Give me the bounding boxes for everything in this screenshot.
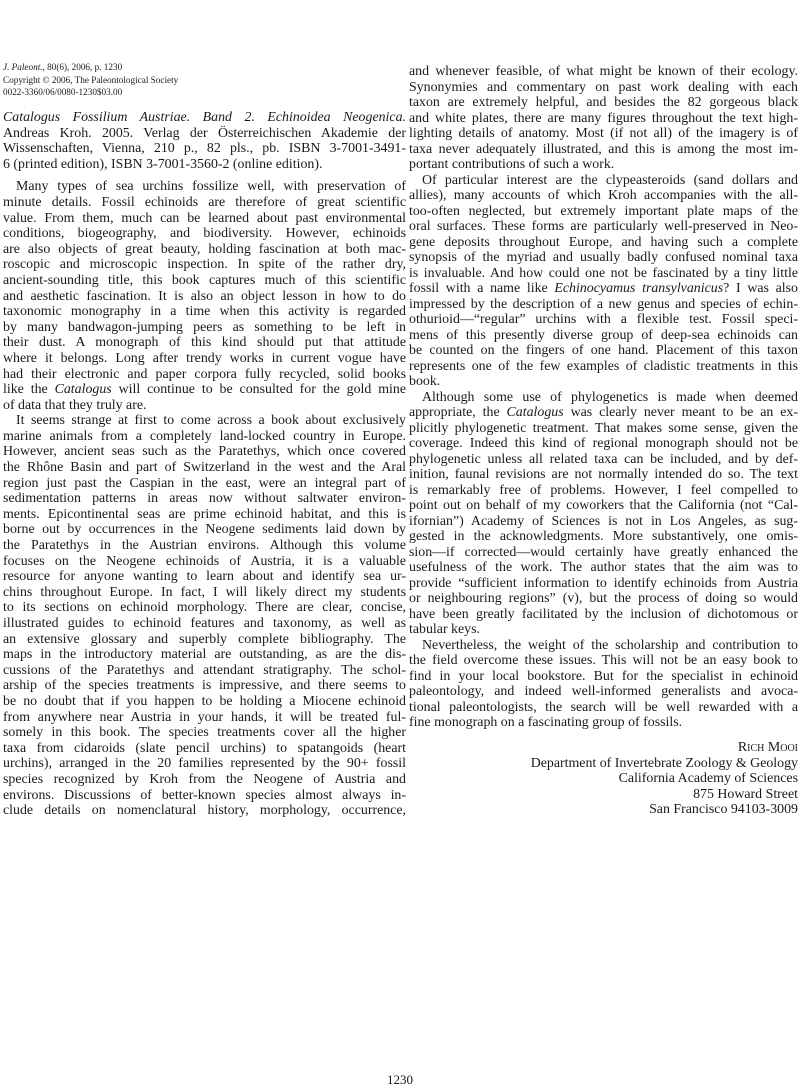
text-line: urchins), arranged in the 20 families represented by the 90+ fossil <box>3 756 406 772</box>
article-code: 0022-3360/06/0080-1230$03.00 <box>3 87 123 97</box>
text-line: impressed by the description of a new genus and species of echin- <box>409 296 798 312</box>
text-line: coverage. Indeed this kind of regional monograph should not be <box>409 436 798 451</box>
paragraph <box>409 390 798 638</box>
paragraph <box>409 638 798 731</box>
text-line: lighting details of anatomy. Most (if not all) of the imagery is of <box>409 126 798 141</box>
text-line: be no doubt that if you happen to be holding a Miocene echinoid <box>3 693 406 709</box>
text-segment: fossil with a name like <box>409 281 555 296</box>
text-line: too-often neglected, but extremely important plate maps of the <box>409 203 798 219</box>
reviewer-department: Department of Invertebrate Zoology & Geology <box>530 755 798 771</box>
text-line: allies), many accounts of which Kroh accompanies with the all- <box>409 188 798 203</box>
text-line: taxa from cidaroids (slate pencil urchins) to spatangoids (heart <box>3 740 406 756</box>
text-line: mens of this presently diverse group of deep-sea echinoids can <box>409 327 798 343</box>
text-line <box>3 382 406 398</box>
journal-name: J. Paleont. <box>3 62 43 72</box>
text-line: of data that they truly are. <box>3 397 147 413</box>
text-line: taxonomic monography in a time when this activity is regarded <box>3 304 406 320</box>
text-line: fine monograph on a fascinating group of fossils. <box>409 715 683 730</box>
text-segment: like the <box>3 382 55 398</box>
text-line: an extensive glossary and superbly complete bibliography. The <box>3 631 406 647</box>
copyright-line: Copyright © 2006, The Paleontological Society <box>3 74 179 85</box>
text-line: gene deposits throughout Europe, and having such a complete <box>409 234 798 250</box>
book-citation <box>3 110 406 172</box>
text-line: plicitly phylogenetic treatment. That makes some sense, given the <box>409 420 798 436</box>
italic-text: Catalogus <box>506 405 564 420</box>
text-segment: will continue to be consulted for the gold mine <box>111 382 406 398</box>
text-line: Many types of sea urchins fossilize well, with preservation of <box>16 179 406 195</box>
text-line: from anywhere near Austria in your hands, it will be treated ful- <box>3 709 406 725</box>
text-line: portant contributions of such a work. <box>409 157 615 172</box>
italic-text: Catalogus Fossilium Austriae. Band 2. Echinoidea Neogenica. <box>3 110 406 125</box>
text-line: maps in the introductory material are outstanding, as are the dis- <box>3 647 406 663</box>
text-line: had their electronic and paper corpora fully recycled, solid books <box>3 366 406 382</box>
text-segment: ? I was also <box>723 281 798 296</box>
text-line: point out on behalf of my coworkers that the California (not “Cal- <box>409 498 798 513</box>
text-line: tional paleontologists, the search will be well rewarded with a <box>409 699 798 715</box>
volume-info: , 80(6), 2006, p. 1230 <box>42 62 123 72</box>
text-line: provide “sufficient information to identify echinoids from Austria <box>409 575 798 591</box>
text-line: focuses on the Neogene echinoids of Austria, it is a valuable <box>3 553 406 569</box>
text-line: othurioid—“regular” urchins with a flexible test. Fossil speci- <box>409 312 798 327</box>
text-line: Wissenschaften, Vienna, 210 p., 82 pls., pb. ISBN 3-7001-3491- <box>3 141 406 157</box>
text-line: phylogenetic unless all related taxa can be included, and by def- <box>409 451 798 467</box>
text-line: paleontology, and indeed well-informed generalists and avoca- <box>409 684 798 699</box>
text-line: the field overcome these issues. This will not be an easy book to <box>409 653 798 668</box>
text-line: represents one of the few examples of cladistic treatments in this <box>409 358 798 374</box>
text-line: 6 (printed edition), ISBN 3-7001-3560-2 (online edition). <box>3 156 323 172</box>
right-column <box>409 64 798 731</box>
text-line: roscopic and microscopic inspection. In spite of the rather dry, <box>3 257 406 273</box>
text-line: illustrated guides to echinoid features and taxonomy, as well as <box>3 616 406 631</box>
journal-header <box>3 61 178 99</box>
text-line: species recognized by Kroh from the Neogene of Austria and <box>3 771 406 787</box>
text-line: chins throughout Europe. In fact, I will likely direct my students <box>3 584 406 600</box>
text-line: clude details on nomenclatural history, morphology, occurrence, <box>3 803 406 819</box>
text-line: the Paratethys in the Austrian environs. Although this volume <box>3 538 406 554</box>
text-line: ancient-sounding title, this book captures much of this scientific <box>3 272 406 288</box>
italic-text: Catalogus <box>54 382 112 398</box>
page-number: 1230 <box>387 1072 413 1087</box>
text-line: and white plates, there are many figures throughout the text high- <box>409 110 798 126</box>
text-line: resource for anyone wanting to learn about and identify sea ur- <box>3 569 406 585</box>
text-segment: was clearly never meant to be an ex- <box>563 405 799 420</box>
left-column-body <box>3 179 406 818</box>
text-line: minute details. Fossil echinoids are therefore of great scientific <box>3 194 406 210</box>
text-line: have been greatly facilitated by the inclusion of dichotomous or <box>409 606 798 622</box>
journal-citation <box>3 61 178 74</box>
text-line: their dust. A monograph of this kind should put that attitude <box>3 335 406 351</box>
text-line: find in your local bookstore. But for the specialist in echinoid <box>409 668 798 684</box>
text-line: Although some use of phylogenetics is made when deemed <box>422 389 798 405</box>
text-line <box>409 281 798 297</box>
paragraph <box>409 173 798 390</box>
paragraph <box>3 413 406 818</box>
text-line: region just past the Caspian in the east, were an integral part of <box>3 475 406 491</box>
text-line: be counted on the fingers of one hand. Placement of this taxon <box>409 343 798 358</box>
reviewer-name: Rich Mooi <box>737 740 798 755</box>
text-line: book. <box>409 374 441 389</box>
text-line: However, ancient seas such as the Paratethys, which once covered <box>3 444 406 460</box>
text-line: the Rhône Basin and part of Switzerland in the west and the Aral <box>3 460 406 476</box>
text-line: cussions of the Paratethys and attendant stratigraphy. The schol- <box>3 662 406 678</box>
text-line <box>3 110 406 126</box>
text-line: sedimentation patterns in areas now without saltwater environ- <box>3 491 406 507</box>
text-line: is remarkably free of problems. However, I feel compelled to <box>409 482 798 498</box>
text-line: by many bandwagon-jumping peers as something to be left in <box>3 319 406 335</box>
text-line: where it belongs. Long after trendy works in current vogue have <box>3 350 406 366</box>
text-line: ifornian”) Academy of Sciences is not in Los Angeles, as sug- <box>409 513 798 529</box>
text-line: to its sections on echinoid morphology. There are clear, concise, <box>3 600 406 616</box>
text-line: It seems strange at first to come across a book about exclusively <box>16 413 406 429</box>
text-line: or neighbouring regions” (v), but the process of doing so would <box>409 591 798 606</box>
text-line: taxon are extremely helpful, and besides the 82 gorgeous black <box>409 95 798 110</box>
text-line: oral surfaces. These forms are particularly well-preserved in Neo- <box>409 219 798 234</box>
paragraph <box>3 179 406 413</box>
text-line <box>409 405 798 421</box>
text-line: Synonymies and commentary on past work dealing with each <box>409 79 798 95</box>
text-line: gested in the acknowledgments. More substantively, one omis- <box>409 529 798 544</box>
reviewer-institution: California Academy of Sciences <box>618 771 798 786</box>
text-line: Of particular interest are the clypeasteroids (sand dollars and <box>422 172 798 188</box>
text-line: and whenever feasible, of what might be known of their ecology. <box>409 64 798 79</box>
text-line: tabular keys. <box>409 622 480 637</box>
reviewer-street: 875 Howard Street <box>693 786 798 802</box>
text-line: ments. Epicontinental seas are prime echinoid habitat, and this is <box>3 506 406 522</box>
text-segment: appropriate, the <box>409 405 507 420</box>
text-line: borne out by occurrences in the Neogene sediments laid down by <box>3 522 406 538</box>
text-line: Andreas Kroh. 2005. Verlag der Österreichischen Akademie der <box>3 125 406 141</box>
paragraph <box>409 64 798 173</box>
text-line: somely in this book. The species treatments cover all the higher <box>3 725 406 741</box>
text-line: sion—if corrected—would certainly have greatly enhanced the <box>409 544 798 560</box>
text-line: conditions, biogeography, and biodiversity. However, echinoids <box>3 226 406 242</box>
text-line: marine animals from a completely land-locked country in Europe. <box>3 428 406 444</box>
text-line: are also objects of great beauty, holding fascination at both mac- <box>3 241 406 257</box>
text-line: Nevertheless, the weight of the scholarship and contribution to <box>422 637 798 653</box>
reviewer-city: San Francisco 94103-3009 <box>649 802 798 817</box>
text-line: synopsis of the myriad and usually badly confused nominal taxa <box>409 250 798 265</box>
text-line: inition, faunal revisions are not normally intended do so. The text <box>409 467 798 482</box>
text-line: arship of the species treatments is impressive, and there seems to <box>3 678 406 694</box>
italic-text: Echinocyamus transylvanicus <box>554 281 724 296</box>
text-line: and aesthetic fascination. It is also an object lesson in how to do <box>3 288 406 304</box>
text-line: is invaluable. And how could one not be fascinated by a tiny little <box>409 265 798 281</box>
text-line: usefulness of the work. The author states that the aim was to <box>409 560 798 575</box>
text-line: environs. Discussions of better-known species almost always in- <box>3 787 406 803</box>
reviewer-signature <box>531 740 798 818</box>
text-line: value. From them, much can be learned about past environmental <box>3 210 406 226</box>
text-line: taxa never adequately illustrated, and this is among the most im- <box>409 141 798 157</box>
left-column <box>3 110 406 819</box>
